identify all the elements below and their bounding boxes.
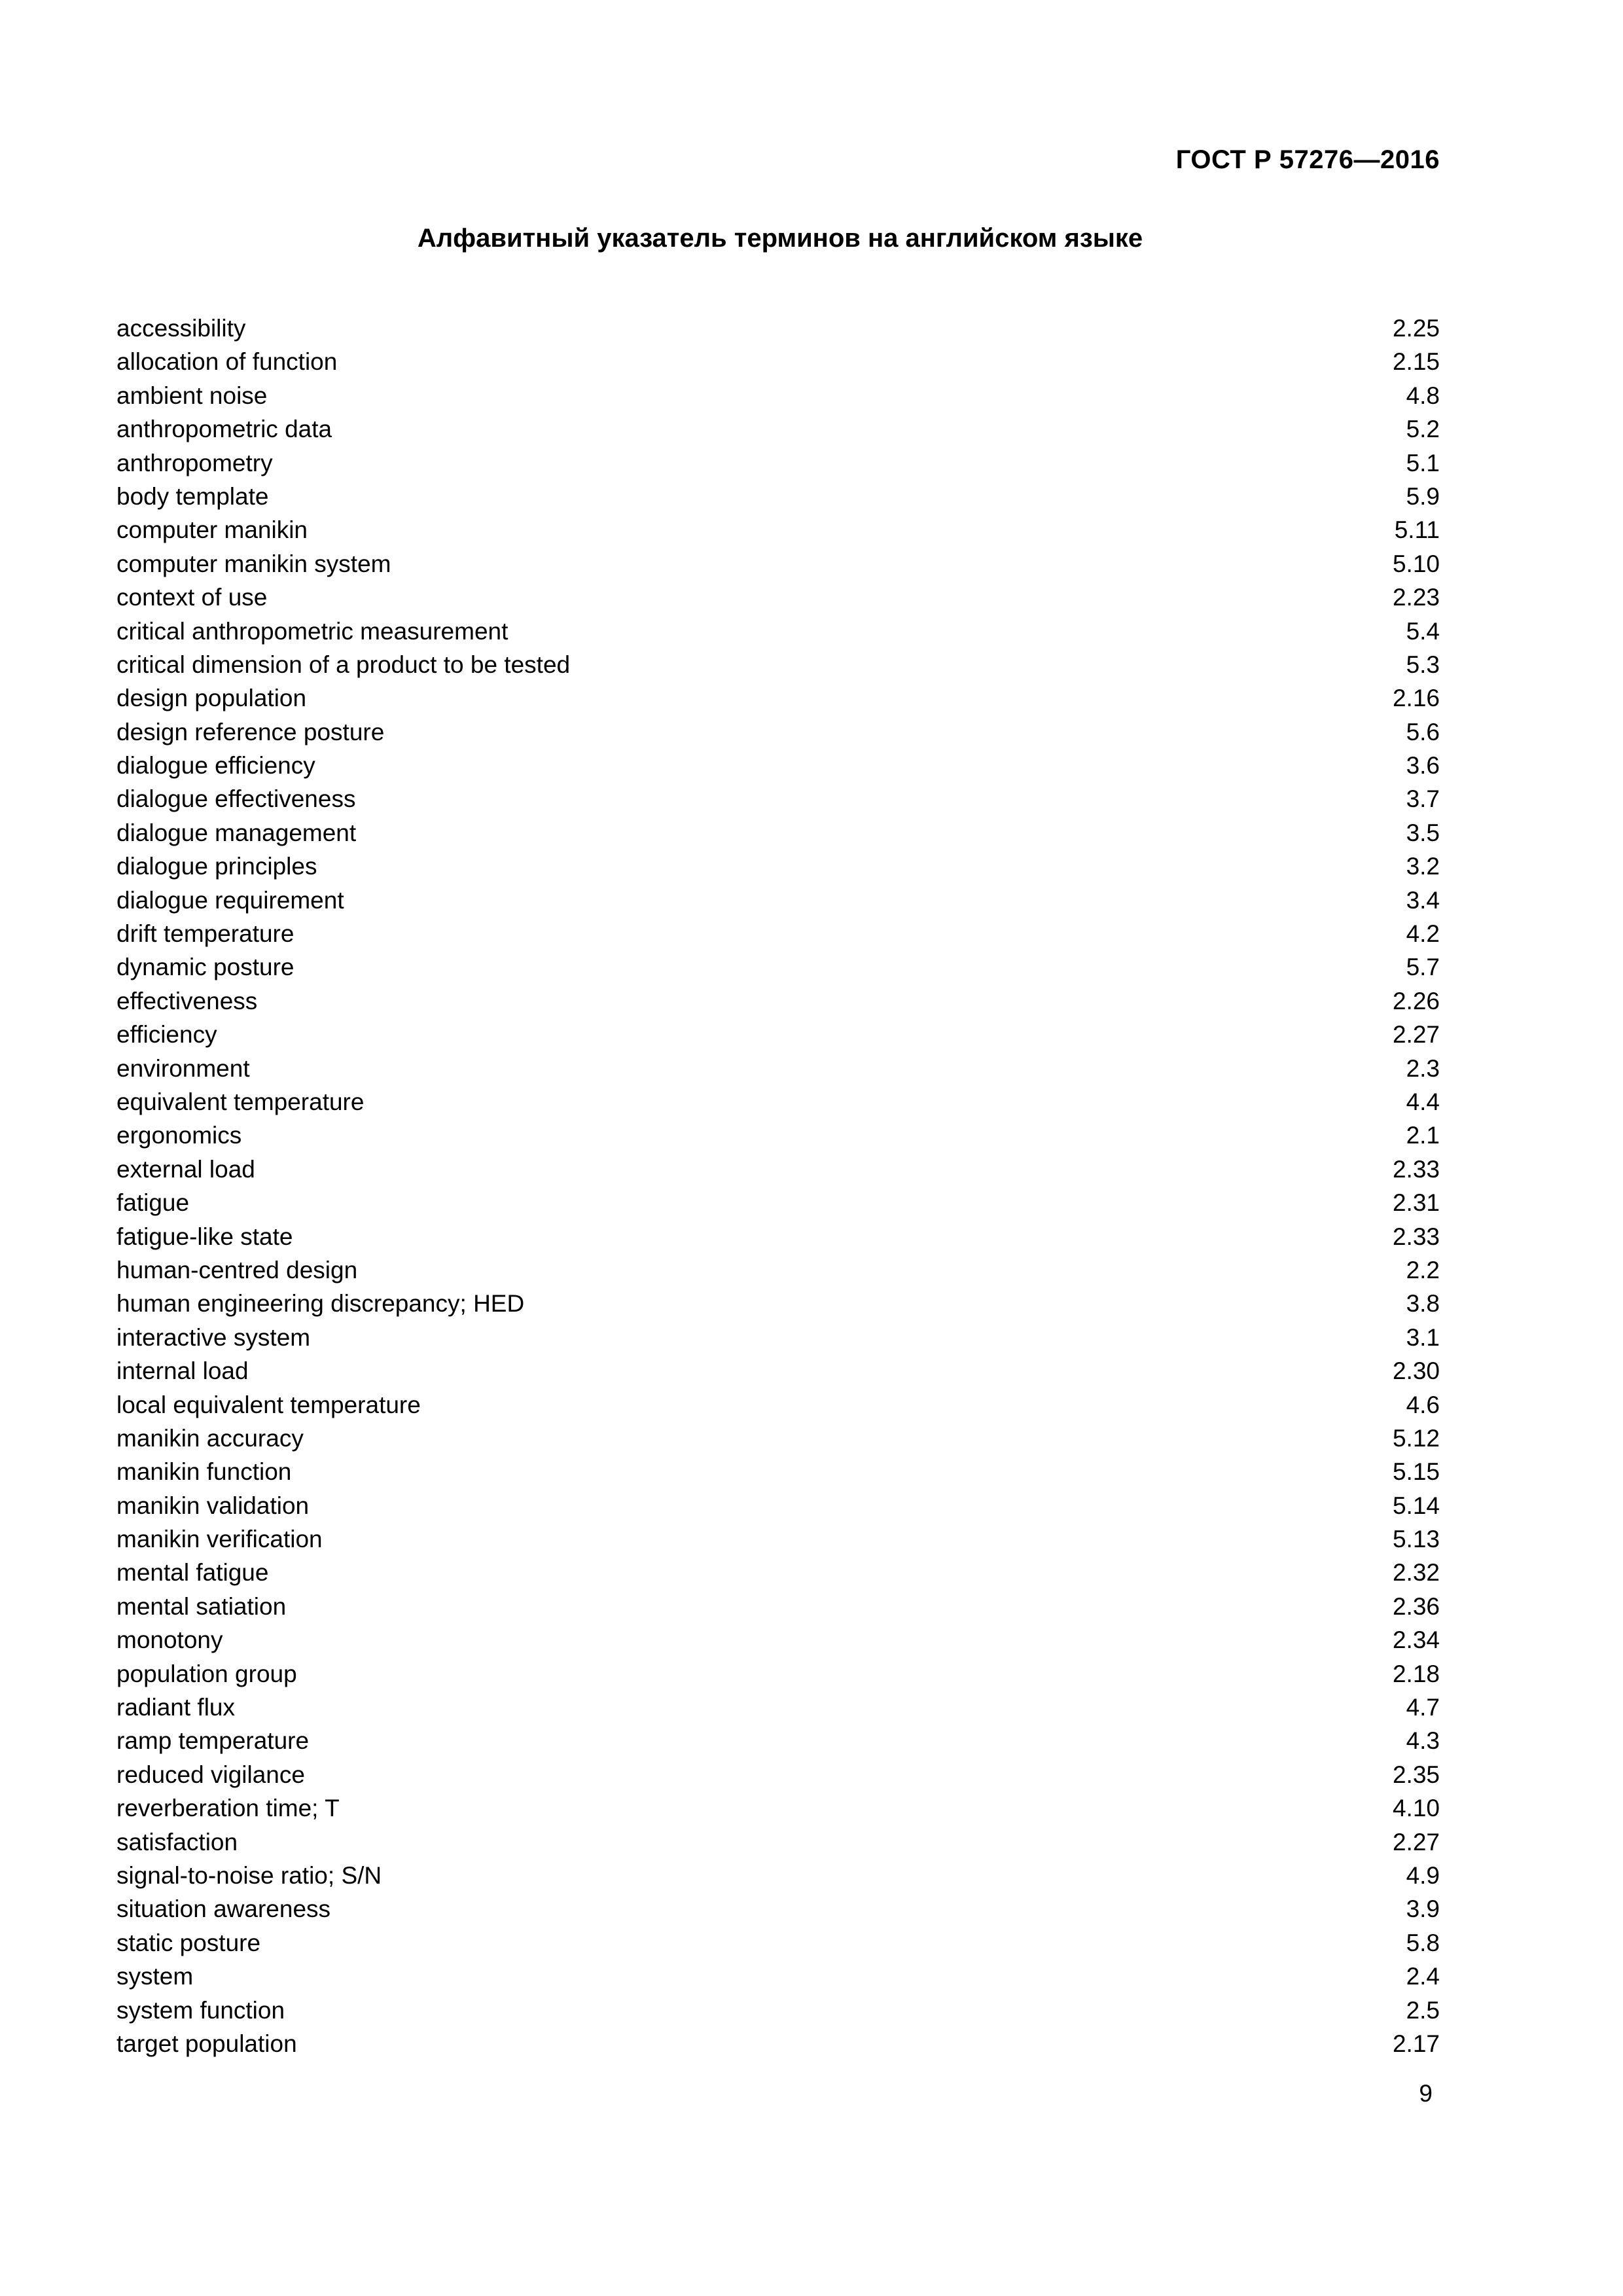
index-entry [116, 1522, 1440, 1556]
index-entry [116, 984, 1440, 1018]
index-term: reduced vigilance [116, 1761, 305, 1788]
index-reference: 2.15 [1392, 348, 1440, 376]
index-entry [116, 1960, 1440, 1993]
index-entry [116, 782, 1440, 816]
index-entry [116, 950, 1440, 984]
index-reference: 4.4 [1406, 1088, 1440, 1115]
index-reference: 2.32 [1392, 1559, 1440, 1587]
index-reference: 5.6 [1406, 718, 1440, 745]
index-term: reverberation time; T [116, 1795, 340, 1822]
index-term: anthropometry [116, 449, 273, 476]
index-entry [116, 379, 1440, 412]
index-term: local equivalent temperature [116, 1391, 421, 1418]
index-reference: 2.18 [1392, 1660, 1440, 1687]
index-entry [116, 715, 1440, 749]
index-entry [116, 1085, 1440, 1119]
index-reference: 3.8 [1406, 1290, 1440, 1318]
index-entry [116, 345, 1440, 378]
index-term: mental satiation [116, 1592, 287, 1620]
index-term: manikin verification [116, 1526, 323, 1553]
index-term: dynamic posture [116, 954, 294, 981]
index-term: situation awareness [116, 1895, 331, 1923]
index-term: design reference posture [116, 718, 385, 745]
index-reference: 3.4 [1406, 886, 1440, 914]
index-reference: 2.33 [1392, 1155, 1440, 1183]
index-term: equivalent temperature [116, 1088, 365, 1115]
index-term: mental fatigue [116, 1559, 269, 1587]
index-entry [116, 1220, 1440, 1253]
index-reference: 2.26 [1392, 987, 1440, 1014]
index-entry [116, 681, 1440, 715]
index-term: system function [116, 1996, 285, 2024]
index-term: ramp temperature [116, 1727, 310, 1755]
index-entry [116, 1556, 1440, 1589]
index-term: body template [116, 482, 269, 510]
index-term: human-centred design [116, 1256, 358, 1283]
index-reference: 3.6 [1406, 752, 1440, 780]
index-reference: 3.2 [1406, 853, 1440, 880]
index-reference: 2.1 [1406, 1122, 1440, 1149]
index-reference: 5.9 [1406, 482, 1440, 510]
index-term: critical anthropometric measurement [116, 617, 508, 645]
index-term: manikin validation [116, 1492, 310, 1519]
index-reference: 4.2 [1406, 920, 1440, 948]
index-term: dialogue management [116, 819, 357, 846]
index-reference: 5.15 [1392, 1458, 1440, 1486]
index-entry [116, 1455, 1440, 1488]
index-reference: 2.23 [1392, 584, 1440, 611]
index-entry [116, 1892, 1440, 1926]
index-reference: 2.4 [1406, 1963, 1440, 1990]
index-term: computer manikin [116, 516, 308, 544]
index-term: dialogue requirement [116, 886, 344, 914]
index-entry [116, 1657, 1440, 1691]
index-reference: 3.5 [1406, 819, 1440, 846]
index-reference: 2.31 [1392, 1189, 1440, 1217]
index-term: drift temperature [116, 920, 294, 948]
index-entry [116, 1926, 1440, 1960]
index-entry [116, 1994, 1440, 2027]
index-reference: 2.27 [1392, 1828, 1440, 1856]
index-reference: 5.14 [1392, 1492, 1440, 1519]
index-entry [116, 1388, 1440, 1422]
index-entry [116, 1321, 1440, 1354]
index-term: accessibility [116, 315, 246, 342]
index-term: manikin accuracy [116, 1424, 304, 1452]
index-entry [116, 1119, 1440, 1152]
index-term: signal-to-noise ratio; S/N [116, 1861, 382, 1889]
index-term: environment [116, 1054, 250, 1082]
index-term: anthropometric data [116, 416, 332, 443]
index-reference: 5.8 [1406, 1929, 1440, 1956]
index-entry [116, 1724, 1440, 1757]
index-term: system [116, 1963, 194, 1990]
index-term: internal load [116, 1357, 249, 1385]
index-term: external load [116, 1155, 255, 1183]
index-entry [116, 1186, 1440, 1219]
index-reference: 2.27 [1392, 1021, 1440, 1049]
index-term: effectiveness [116, 987, 258, 1014]
index-entry [116, 412, 1440, 446]
index-term: monotony [116, 1626, 223, 1654]
term-index-list [116, 312, 1440, 2060]
index-term: fatigue-like state [116, 1223, 293, 1250]
index-entry [116, 1287, 1440, 1320]
index-entry [116, 1590, 1440, 1623]
index-reference: 5.3 [1406, 651, 1440, 678]
index-entry [116, 884, 1440, 917]
index-entry [116, 2027, 1440, 2060]
index-reference: 5.2 [1406, 416, 1440, 443]
index-reference: 2.36 [1392, 1592, 1440, 1620]
index-entry [116, 312, 1440, 345]
index-reference: 5.7 [1406, 954, 1440, 981]
index-term: fatigue [116, 1189, 190, 1217]
index-entry [116, 446, 1440, 480]
index-entry [116, 1052, 1440, 1085]
index-term: target population [116, 2030, 297, 2057]
index-reference: 2.17 [1392, 2030, 1440, 2057]
index-reference: 2.2 [1406, 1256, 1440, 1283]
index-entry [116, 547, 1440, 581]
index-entry [116, 917, 1440, 950]
index-entry [116, 1422, 1440, 1455]
index-reference: 2.3 [1406, 1054, 1440, 1082]
index-reference: 2.35 [1392, 1761, 1440, 1788]
index-term: efficiency [116, 1021, 217, 1049]
index-reference: 3.9 [1406, 1895, 1440, 1923]
index-term: human engineering discrepancy; HED [116, 1290, 525, 1318]
index-term: critical dimension of a product to be tested [116, 651, 571, 678]
index-term: design population [116, 685, 307, 712]
index-entry [116, 1018, 1440, 1051]
index-title: Алфавитный указатель терминов на английском языке [417, 224, 1143, 253]
index-term: population group [116, 1660, 297, 1687]
index-term: radiant flux [116, 1694, 235, 1721]
index-reference: 4.7 [1406, 1694, 1440, 1721]
index-entry [116, 1691, 1440, 1724]
index-reference: 5.12 [1392, 1424, 1440, 1452]
index-entry [116, 816, 1440, 850]
index-reference: 2.25 [1392, 315, 1440, 342]
index-term: dialogue principles [116, 853, 317, 880]
index-entry [116, 1791, 1440, 1825]
index-reference: 2.33 [1392, 1223, 1440, 1250]
index-entry [116, 581, 1440, 614]
index-reference: 5.11 [1394, 516, 1440, 544]
index-entry [116, 1758, 1440, 1791]
index-term: satisfaction [116, 1828, 238, 1856]
index-entry [116, 1354, 1440, 1388]
index-term: manikin function [116, 1458, 292, 1486]
index-entry [116, 1825, 1440, 1859]
index-reference: 4.3 [1406, 1727, 1440, 1755]
index-reference: 5.4 [1406, 617, 1440, 645]
index-reference: 2.34 [1392, 1626, 1440, 1654]
index-entry [116, 1489, 1440, 1522]
index-entry [116, 1253, 1440, 1287]
index-term: ergonomics [116, 1122, 242, 1149]
index-reference: 4.10 [1392, 1795, 1440, 1822]
index-term: context of use [116, 584, 268, 611]
index-entry [116, 615, 1440, 648]
index-entry [116, 480, 1440, 513]
index-reference: 5.10 [1392, 550, 1440, 577]
index-reference: 3.1 [1406, 1323, 1440, 1351]
index-entry [116, 513, 1440, 547]
page-number: 9 [1419, 2080, 1433, 2107]
index-reference: 5.13 [1392, 1526, 1440, 1553]
standard-number: ГОСТ Р 57276—2016 [1175, 145, 1440, 174]
index-entry [116, 1859, 1440, 1892]
index-term: computer manikin system [116, 550, 391, 577]
index-term: static posture [116, 1929, 261, 1956]
index-term: dialogue effectiveness [116, 785, 356, 813]
index-reference: 4.6 [1406, 1391, 1440, 1418]
index-entry [116, 648, 1440, 681]
index-entry [116, 1153, 1440, 1186]
index-entry [116, 1623, 1440, 1657]
index-entry [116, 749, 1440, 782]
index-entry [116, 850, 1440, 883]
index-term: dialogue efficiency [116, 752, 315, 780]
index-reference: 2.5 [1406, 1996, 1440, 2024]
index-reference: 2.30 [1392, 1357, 1440, 1385]
index-reference: 3.7 [1406, 785, 1440, 813]
index-reference: 4.8 [1406, 382, 1440, 409]
index-term: allocation of function [116, 348, 338, 376]
index-reference: 4.9 [1406, 1861, 1440, 1889]
index-reference: 5.1 [1406, 449, 1440, 476]
index-term: ambient noise [116, 382, 268, 409]
index-term: interactive system [116, 1323, 311, 1351]
index-reference: 2.16 [1392, 685, 1440, 712]
